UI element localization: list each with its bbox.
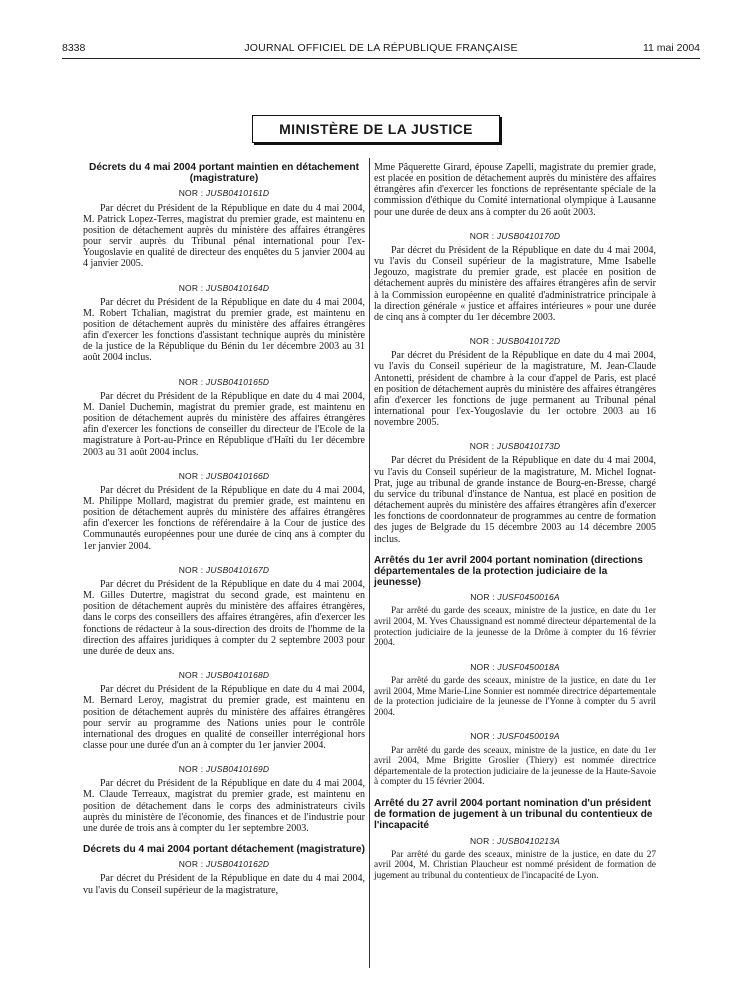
nor-label: NOR : — [469, 835, 495, 846]
nor-code: JUSB0410168D — [205, 670, 270, 681]
decree-paragraph: Par décret du Président de la République en date du 4 mai 2004, M. Daniel Duchemin, magistrat du premier grade, est maintenu en position de détachement auprès du ministère des affaires étrangères afin d'exercer les fonctions de conseiller du directeur de l'Ecole de la magistrature à Port-au-Prince en République d'Haïti du 1er décembre 2003 au 31 août 2004 inclus. — [83, 390, 365, 458]
arrete-paragraph: Par arrêté du garde des sceaux, ministre de la justice, en date du 27 avril 2004, M. Christian Plaucheur est nommé président de formation de jugement au tribunal du contentieux de l'incapacité de Lyon. — [374, 849, 656, 881]
decree-paragraph: Par décret du Président de la République en date du 4 mai 2004, vu l'avis du Conseil supérieur de la magistrature, M. Jean-Claude Antonetti, président de chambre à la cour d'appel de Paris, est placé en position de détachement auprès du ministère des affaires étrangères afin d'exercer les fonctions de juge permanent au Tribunal pénal international pour l'ex-Yougoslavie du 1er octobre 2003 au 16 novembre 2005. — [374, 350, 656, 429]
section-title-arretes-pjj: Arrêtés du 1er avril 2004 portant nomination (directions départementales de la protection judiciaire de la jeunesse) — [374, 554, 643, 589]
nor-label: NOR : — [470, 731, 495, 742]
nor-line — [83, 377, 365, 388]
nor-code: JUSB0410172D — [496, 336, 561, 347]
nor-line — [374, 231, 656, 242]
decree-paragraph-continuation: Mme Pâquerette Girard, épouse Zapelli, magistrate du premier grade, est placée en position de détachement auprès du ministère des affaires étrangères afin d'exercer les fonctions de représentante spéciale de la commission d'éthique du Comité international olympique à Lausanne pour une durée de deux ans à compter du 26 août 2003. — [374, 162, 656, 218]
nor-label: NOR : — [470, 592, 495, 603]
nor-line — [374, 336, 656, 347]
journal-title: JOURNAL OFFICIEL DE LA RÉPUBLIQUE FRANÇAISE — [244, 42, 518, 54]
nor-label: NOR : — [178, 564, 204, 575]
decree-paragraph: Par décret du Président de la République en date du 4 mai 2004, vu l'avis du Conseil supérieur de la magistrature, Mme Isabelle Jegouzo, magistrate du premier grade, est placée en position de détachement auprès du ministère des affaires étrangères afin de servir à la Commission européenne en qualité d'administratrice principale à la direction générale « justice et affaires intérieures » pour une durée de cinq ans à compter du 1er décembre 2003. — [374, 244, 656, 323]
publication-date: 11 mai 2004 — [642, 42, 700, 54]
nor-line — [83, 283, 365, 294]
page-header — [62, 40, 700, 56]
nor-line — [83, 565, 365, 576]
section-title-maintien: Décrets du 4 mai 2004 portant maintien en détachement (magistrature) — [88, 162, 360, 185]
arrete-paragraph: Par arrêté du garde des sceaux, ministre de la justice, en date du 1er avril 2004, Mme Brigitte Groslier (Thiery) est nommée directrice départementale de la protection judiciaire de la jeunesse de la Haute-Savoie à compter du 15 février 2004. — [374, 745, 656, 788]
nor-label: NOR : — [178, 859, 204, 870]
nor-code: JUSB0410161D — [205, 188, 270, 199]
nor-code: JUSB0410165D — [205, 376, 270, 387]
nor-line — [374, 592, 656, 603]
nor-code: JUSB0410166D — [205, 470, 270, 481]
nor-label: NOR : — [469, 230, 495, 241]
decree-paragraph: Par décret du Président de la République en date du 4 mai 2004, vu l'avis du Conseil supérieur de la magistrature, — [83, 873, 365, 896]
nor-code: JUSB0410173D — [496, 441, 561, 452]
nor-code: JUSB0410170D — [496, 230, 561, 241]
column-separator — [369, 158, 370, 968]
nor-label: NOR : — [470, 661, 495, 672]
ministry-title: MINISTÈRE DE LA JUSTICE — [252, 115, 500, 143]
nor-label: NOR : — [178, 188, 204, 199]
section-title-detachement: Décrets du 4 mai 2004 portant détachement (magistrature) — [83, 844, 365, 856]
decree-paragraph: Par décret du Président de la République en date du 4 mai 2004, M. Bernard Leroy, magistrat du premier grade, est maintenu en position de détachement auprès du ministère des affaires étrangères pour servir au programme des Nations unies pour le contrôle international des drogues en qualité de conseiller interrégional hors classe pour une durée d'un an à compter du 1er janvier 2004. — [83, 684, 365, 751]
nor-line — [83, 859, 365, 870]
decree-paragraph: Par décret du Président de la République en date du 4 mai 2004, M. Patrick Lopez-Terres, magistrat du premier grade, est maintenu en position de détachement auprès du ministère des affaires étrangères pour servir auprès du Tribunal pénal international pour l'ex-Yougoslavie en qualité de directeur des enquêtes du 5 janvier 2004 au 4 janvier 2005. — [83, 202, 365, 270]
nor-label: NOR : — [178, 282, 204, 293]
nor-label: NOR : — [469, 336, 495, 347]
nor-line — [83, 670, 365, 681]
nor-code: JUSB0410167D — [205, 564, 270, 575]
nor-code: JUSB0410169D — [205, 764, 270, 775]
decree-paragraph: Par décret du Président de la République en date du 4 mai 2004, M. Robert Tchalian, magistrat du premier grade, est maintenu en position de détachement auprès du ministère des affaires étrangères afin d'exercer les fonctions d'assistant technique auprès du ministère de la justice de la République du Bénin du 1er décembre 2003 au 31 août 2004 inclus. — [83, 296, 365, 364]
arrete-paragraph: Par arrêté du garde des sceaux, ministre de la justice, en date du 1er avril 2004, Mme Marie-Line Sonnier est nommée directrice départementale de la protection judiciaire de la jeunesse de l'Yonne à compter du 5 avril 2004. — [374, 675, 656, 718]
decree-paragraph: Par décret du Président de la République en date du 4 mai 2004, vu l'avis du Conseil supérieur de la magistrature, M. Michel Iognat-Prat, juge au tribunal de grande instance de Bourg-en-Bresse, chargé du service du tribunal d'instance de Nantua, est placé en position de détachement auprès du ministère des affaires étrangères afin d'exercer les fonctions de coordonnateur de programmes au centre de formation des juges de Belgrade du 15 décembre 2003 au 14 décembre 2005 inclus. — [374, 455, 656, 545]
nor-code: JUSB0410162D — [205, 859, 270, 870]
right-column — [374, 162, 656, 881]
nor-line — [374, 441, 656, 452]
nor-line — [374, 836, 656, 847]
nor-code: JUSF0450019A — [497, 731, 560, 742]
nor-line — [83, 764, 365, 775]
nor-line — [374, 731, 656, 742]
nor-label: NOR : — [178, 376, 204, 387]
nor-label: NOR : — [469, 441, 495, 452]
left-column — [83, 162, 365, 896]
nor-line — [83, 471, 365, 482]
nor-label: NOR : — [178, 470, 204, 481]
decree-paragraph: Par décret du Président de la République en date du 4 mai 2004, M. Gilles Dutertre, magistrat du second grade, est maintenu en position de détachement auprès du ministère des affaires étrangères, dans le corps des conseillers des affaires étrangères, afin d'exercer les fonctions de rédacteur à la sous-direction des droits de l'homme de la direction des affaires juridiques à compter du 2 septembre 2003 pour une durée de deux ans. — [83, 578, 365, 657]
nor-code: JUSF0450018A — [497, 661, 560, 672]
page-number: 8338 — [62, 42, 86, 54]
decree-paragraph: Par décret du Président de la République en date du 4 mai 2004, M. Philippe Mollard, magistrat du premier grade, est maintenu en position de détachement auprès du ministère des affaires étrangères afin d'exercer les fonctions de référendaire à la Cour de justice des Communautés européennes pour une durée de cinq ans à compter du 1er janvier 2004. — [83, 484, 365, 552]
arrete-paragraph: Par arrêté du garde des sceaux, ministre de la justice, en date du 1er avril 2004, M. Yves Chaussignand est nommé directeur départemental de la protection judiciaire de la jeunesse de la Drôme à compter du 16 février 2004. — [374, 606, 656, 649]
section-title-arrete-tci: Arrêté du 27 avril 2004 portant nomination d'un président de formation de jugement à un tribunal du contentieux de l'incapacité — [374, 797, 653, 832]
header-rule — [62, 58, 700, 59]
decree-paragraph: Par décret du Président de la République en date du 4 mai 2004, M. Claude Terreaux, magistrat du premier grade, est maintenu en position de détachement dans le corps des administrateurs civils auprès du ministère de l'économie, des finances et de l'industrie pour une durée de trois ans à compter du 1er septembre 2003. — [83, 778, 365, 834]
nor-code: JUSB0410213A — [497, 835, 561, 846]
nor-line — [374, 662, 656, 673]
nor-code: JUSF0450016A — [497, 592, 560, 603]
nor-line — [83, 188, 365, 199]
nor-label: NOR : — [178, 670, 204, 681]
nor-label: NOR : — [178, 764, 204, 775]
nor-code: JUSB0410164D — [205, 282, 270, 293]
